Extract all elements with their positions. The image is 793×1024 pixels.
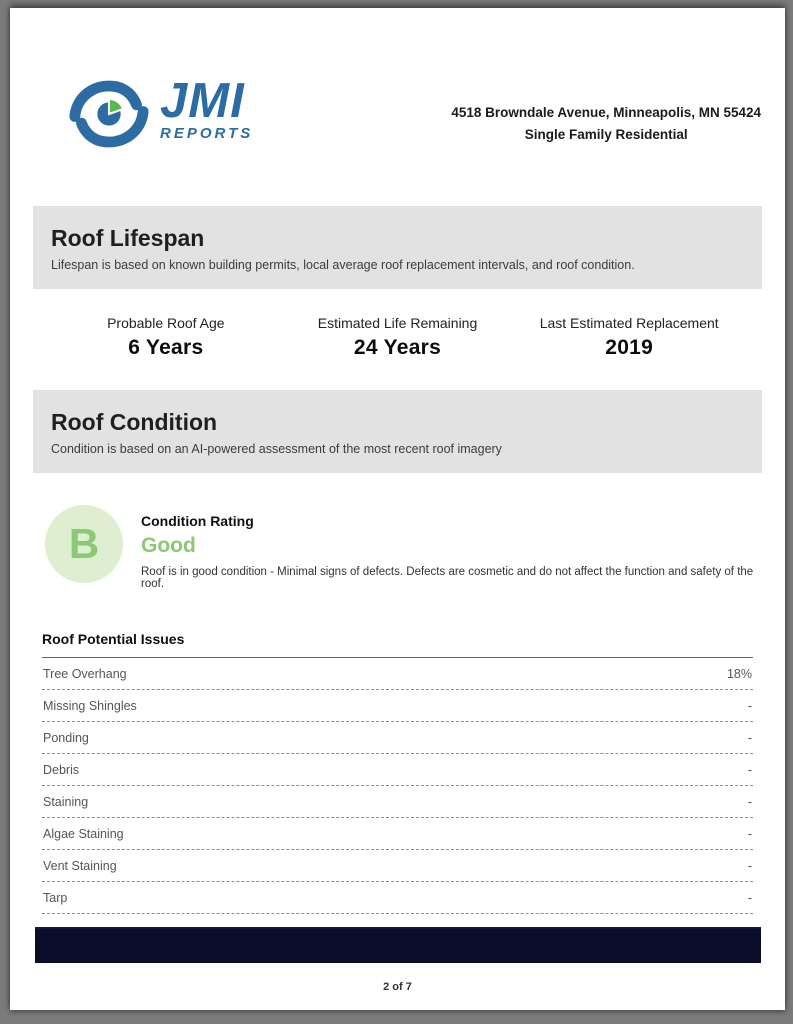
logo-sub-text: REPORTS: [160, 125, 254, 143]
stat-value: 2019: [605, 336, 654, 359]
issue-label: Vent Staining: [43, 859, 117, 873]
issue-label: Staining: [43, 795, 89, 809]
stat-probable-roof-age: [50, 315, 282, 360]
issue-row-tarp: [42, 882, 753, 914]
roof-condition-title: Roof Condition: [51, 409, 218, 435]
issue-row-missing-shingles: [42, 690, 753, 722]
footer-navy-bar: [35, 927, 761, 963]
issue-row-algae-staining: [42, 818, 753, 850]
issue-value: -: [747, 859, 752, 873]
jmi-logo: [66, 74, 253, 154]
stat-label: Probable Roof Age: [107, 315, 225, 331]
issue-row-vent-staining: [42, 850, 753, 882]
report-page: [10, 8, 785, 1010]
issue-label: Debris: [43, 763, 80, 777]
condition-rating-label: Condition Rating: [141, 513, 254, 529]
stat-estimated-life-remaining: [282, 315, 514, 360]
section-roof-condition: [33, 390, 762, 473]
issue-row-debris: [42, 754, 753, 786]
condition-rating-block: [45, 505, 761, 590]
issue-label: Tarp: [43, 891, 68, 905]
issue-row-ponding: [42, 722, 753, 754]
issue-label: Tree Overhang: [43, 667, 127, 681]
page-number: 2 of 7: [383, 981, 412, 993]
issue-label: Missing Shingles: [43, 699, 137, 713]
grade-badge: B: [45, 505, 123, 583]
condition-rating-description: Roof is in good condition - Minimal signs of defects. Defects are cosmetic and do not affect the function and safety of the roof.: [141, 566, 754, 590]
issue-label: Ponding: [43, 731, 89, 745]
roof-lifespan-subtitle: Lifespan is based on known building permits, local average roof replacement intervals, and roof condition.: [51, 258, 635, 272]
property-address: 4518 Browndale Avenue, Minneapolis, MN 55424: [451, 105, 761, 120]
stat-value: 6 Years: [128, 336, 204, 359]
stat-label: Last Estimated Replacement: [539, 315, 719, 331]
issue-label: Algae Staining: [43, 827, 124, 841]
roof-potential-issues: [42, 631, 753, 914]
property-address-block: [451, 102, 761, 147]
eye-logo-icon: [66, 74, 152, 154]
issue-value: -: [747, 731, 752, 745]
logo-wordmark: [160, 74, 254, 143]
issue-value: -: [747, 891, 752, 905]
issue-row-staining: [42, 786, 753, 818]
roof-condition-subtitle: Condition is based on an AI-powered assessment of the most recent roof imagery: [51, 442, 502, 456]
rating-text-block: [141, 505, 761, 590]
issue-value: -: [747, 763, 752, 777]
issue-value: -: [747, 827, 752, 841]
logo-brand-text: JMI: [160, 74, 245, 128]
stat-label: Estimated Life Remaining: [317, 315, 478, 331]
issue-value: -: [747, 795, 752, 809]
issue-row-tree-overhang: [42, 658, 753, 690]
issues-title: Roof Potential Issues: [42, 631, 753, 658]
condition-rating-value: Good: [141, 534, 196, 557]
issue-value: -: [747, 699, 752, 713]
issue-value: 18%: [726, 667, 752, 681]
stat-last-estimated-replacement: [513, 315, 745, 360]
report-header: [10, 8, 785, 154]
section-roof-lifespan: [33, 206, 762, 289]
lifespan-stats-row: [50, 315, 745, 360]
property-type: Single Family Residential: [524, 127, 688, 143]
roof-lifespan-title: Roof Lifespan: [51, 225, 205, 251]
stat-value: 24 Years: [353, 336, 442, 359]
